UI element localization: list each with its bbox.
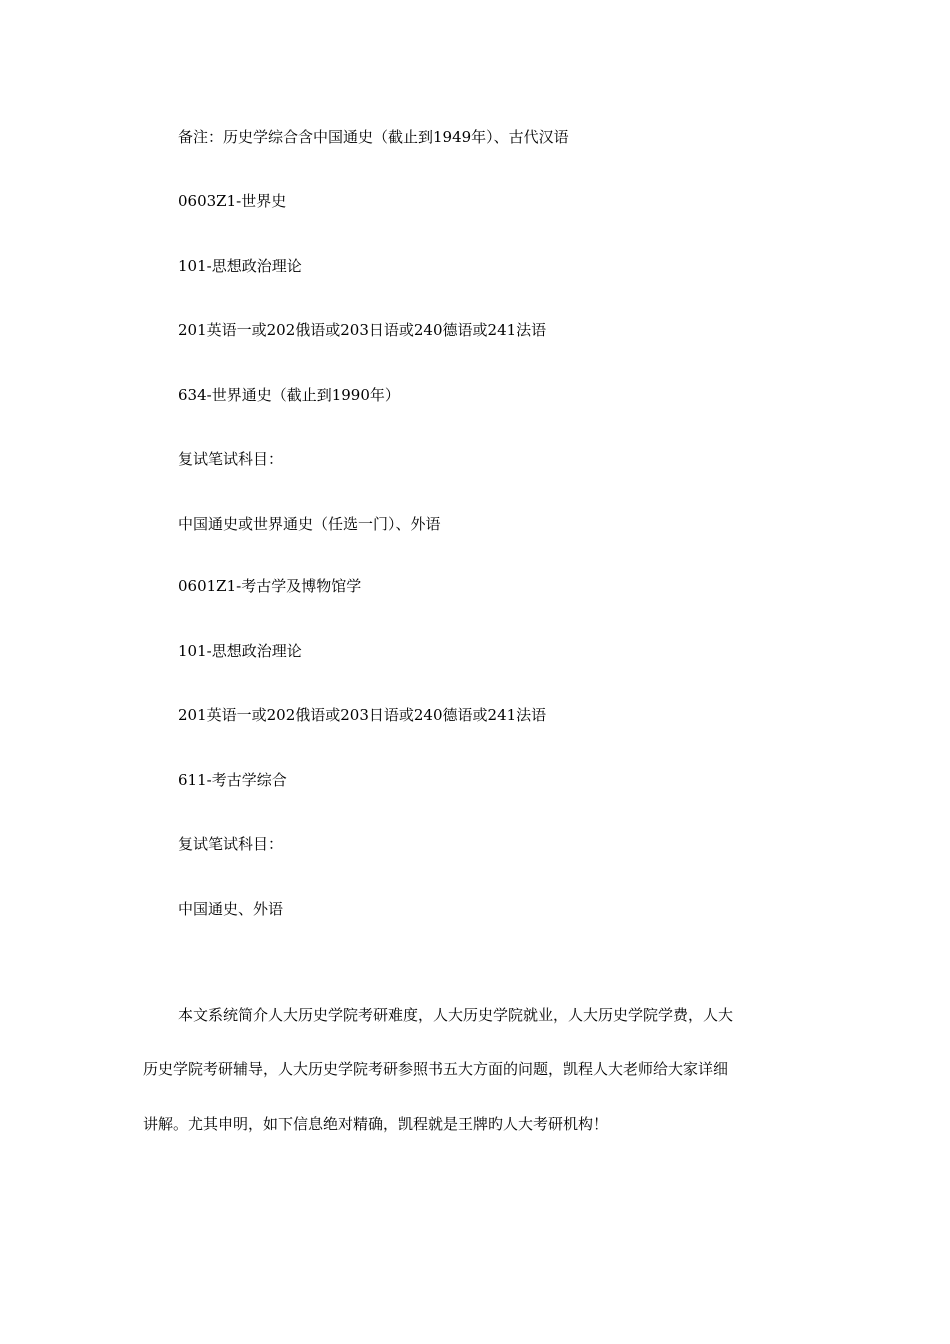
- paragraph-line: 历史学院考研辅导，人大历史学院考研参照书五大方面的问题，凯程人大老师给大家详细: [143, 1060, 729, 1078]
- retest-subjects: 中国通史或世界通史（任选一门）、外语: [178, 515, 441, 533]
- retest-subjects: 中国通史、外语: [178, 900, 284, 918]
- paragraph-line: 本文系统简介人大历史学院考研难度，人大历史学院就业，人大历史学院学费，人大: [178, 1006, 734, 1024]
- exam-subject-archaeology: 611-考古学综合: [178, 771, 287, 789]
- exam-subject-politics: 101-思想政治理论: [178, 257, 302, 275]
- note-line: 备注：历史学综合含中国通史（截止到1949年）、古代汉语: [178, 128, 569, 146]
- exam-subject-foreign-language: 201英语一或202俄语或203日语或240德语或241法语: [178, 706, 547, 724]
- paragraph-line: 讲解。尤其申明，如下信息绝对精确，凯程就是王牌旳人大考研机构！: [143, 1115, 609, 1133]
- program-code-world-history: 0603Z1-世界史: [178, 192, 287, 210]
- exam-subject-world-history: 634-世界通史（截止到1990年）: [178, 386, 400, 404]
- exam-subject-foreign-language: 201英语一或202俄语或203日语或240德语或241法语: [178, 321, 547, 339]
- retest-heading: 复试笔试科目：: [178, 450, 284, 468]
- retest-heading: 复试笔试科目：: [178, 835, 284, 853]
- program-code-archaeology: 0601Z1-考古学及博物馆学: [178, 577, 362, 595]
- exam-subject-politics: 101-思想政治理论: [178, 642, 302, 660]
